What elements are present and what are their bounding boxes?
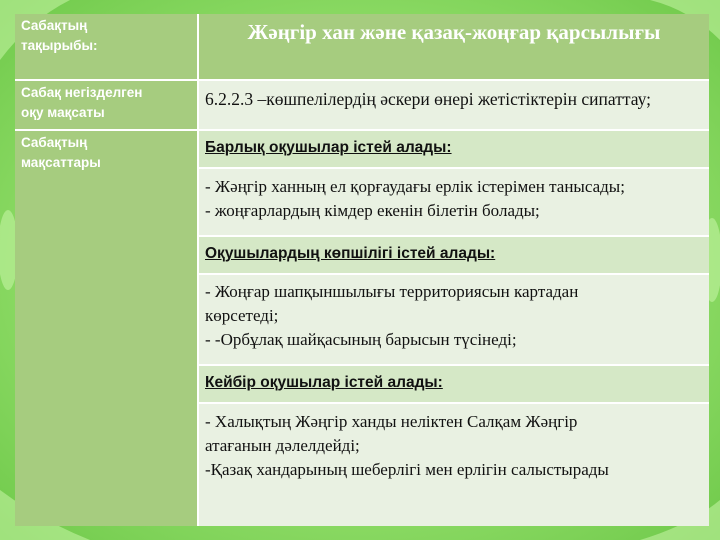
lesson-plan-table — [15, 14, 709, 526]
group-some-heading: Кейбір оқушылар істей алады: — [198, 365, 709, 403]
goals-label-line2: мақсаттары — [21, 155, 101, 170]
objective-value: 6.2.2.3 –көшпелілердің әскери өнері жетістіктерін сипаттау; — [198, 80, 709, 130]
lesson-title: Жәңгір хан және қазақ-жоңғар қарсылығы — [198, 14, 709, 80]
goals-label — [15, 130, 198, 526]
topic-row — [15, 14, 709, 80]
objective-label-line1: Сабақ негізделген — [21, 85, 143, 100]
group-most-heading: Оқушылардың көпшілігі істей алады: — [198, 236, 709, 274]
topic-label-line2: тақырыбы: — [21, 38, 98, 53]
group-most-items — [198, 274, 709, 365]
group-all-items — [198, 168, 709, 236]
objective-label-line2: оқу мақсаты — [21, 105, 105, 120]
topic-label-line1: Сабақтың — [21, 18, 88, 33]
objective-label — [15, 80, 198, 130]
goals-row — [15, 130, 709, 168]
group-some-item-2: атағанын дәлелдейді; — [205, 436, 360, 455]
group-some-item-3: -Қазақ хандарының шеберлігі мен ерлігін салыстырады — [205, 460, 609, 479]
topic-label — [15, 14, 198, 80]
group-most-item-1: - Жоңғар шапқыншылығы территориясын картадан — [205, 282, 579, 301]
group-some-item-1: - Халықтың Жәңгір ханды неліктен Салқам Жәңгір — [205, 412, 578, 431]
goals-label-line1: Сабақтың — [21, 135, 88, 150]
group-some-items — [198, 403, 709, 526]
group-all-item-1: - Жәңгір ханның ел қорғаудағы ерлік істерімен танысады; — [205, 177, 625, 196]
group-most-item-2: көрсетеді; — [205, 306, 279, 325]
objective-row — [15, 80, 709, 130]
group-most-item-3: - -Орбұлақ шайқасының барысын түсінеді; — [205, 330, 517, 349]
group-all-item-2: - жоңғарлардың кімдер екенін білетін болады; — [205, 201, 540, 220]
group-all-heading: Барлық оқушылар істей алады: — [198, 130, 709, 168]
